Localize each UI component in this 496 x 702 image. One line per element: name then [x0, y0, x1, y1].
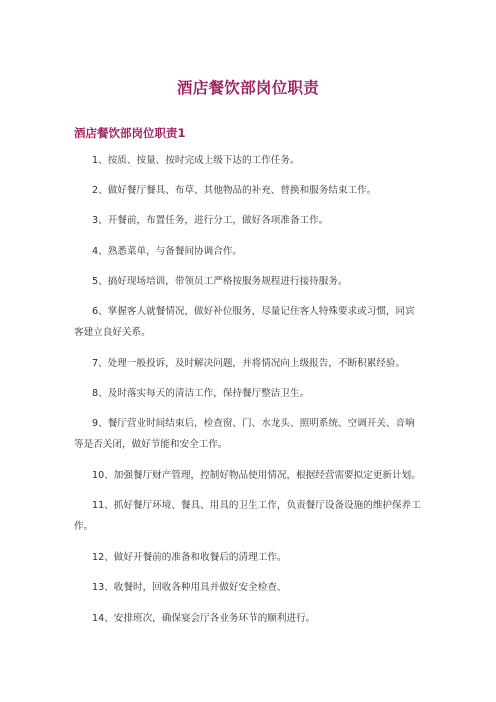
duty-item-10: 10、加强餐厅财产管理，控制好物品使用情况，根据经营需要拟定更新计划。	[92, 470, 421, 481]
duty-item-3: 3、开餐前，布置任务，进行分工，做好各项准备工作。	[92, 215, 329, 226]
duty-item-14: 14、安排班次，确保宴会厅各业务环节的顺利进行。	[92, 613, 316, 624]
duty-item-6: 6、掌握客人就餐情况，做好补位服务，尽量记住客人特殊要求或习惯，同宾客建立良好关系。	[74, 306, 415, 338]
document-title: 酒店餐饮部岗位职责	[176, 79, 320, 97]
duty-item-9: 9、餐厅营业时间结束后，检查窗、门、水龙头、照明系统、空调开关、音响等是否关闭，做好节能和安全工作。	[74, 418, 415, 450]
duty-item-13: 13、收餐时，回收各种用具并做好安全检查、	[92, 582, 287, 593]
duty-item-1: 1、按质、按量、按时完成上级下达的工作任务。	[92, 155, 300, 166]
duty-item-7: 7、处理一般投诉，及时解决问题，并将情况向上级报告，不断积累经验。	[92, 358, 406, 369]
section-heading: 酒店餐饮部岗位职责1	[74, 126, 186, 140]
duty-item-2: 2、做好餐厅餐具、布草、其他物品的补充、替换和服务结束工作。	[92, 185, 377, 196]
duty-item-11: 11、抓好餐厅环境、餐具、用具的卫生工作，负责餐厅设备设施的维护保养工作。	[74, 500, 421, 532]
duty-item-4: 4、熟悉菜单，与备餐间协调合作。	[92, 246, 243, 257]
duty-item-12: 12、做好开餐前的准备和收餐后的清理工作。	[92, 552, 287, 563]
duty-item-8: 8、及时落实每天的清洁工作，保持餐厅整洁卫生。	[92, 388, 310, 399]
duty-item-5: 5、搞好现场培训，带领员工严格按服务规程进行接待服务。	[92, 276, 348, 287]
